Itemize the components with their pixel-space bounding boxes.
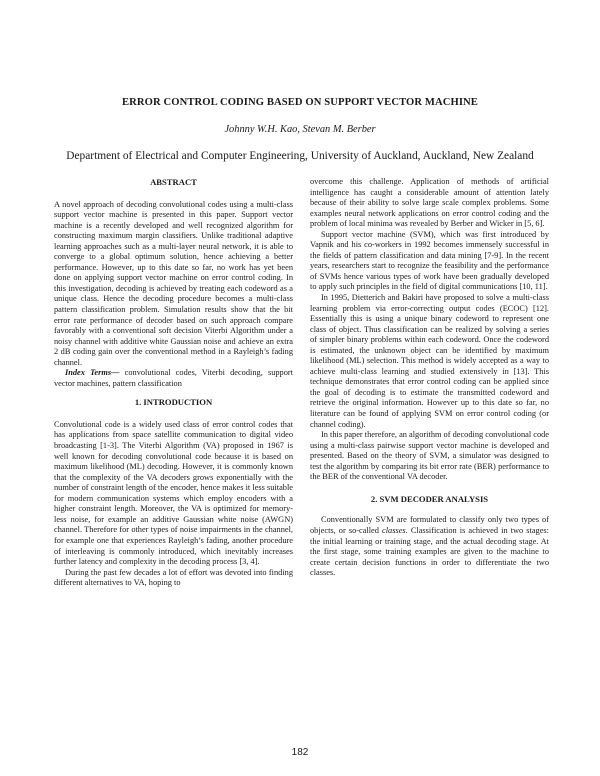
intro-paragraph-1: Convolutional code is a widely used class of error control codes that has applications from space satellite communication to digital video broadcasting [1-3]. The Viterbi Algorithm (VA) proposed in 1967 is well known for decoding convolutional code because it is based on maximum likelihood (ML) decoding. However, it is commonly known that the complexity of the VA decoders grows exponentially with the number of constraint length of the encoder, hence makes it less suitable for modern communication systems which employ encoders with a higher constraint length. Moreover, the VA is optimized for memory-less noise, for example an additive Gaussian white noise (AWGN) channel. Therefore for other types of noise impairments in the channel, for example one that experiences Rayleigh’s fading, another procedure of interleaving is commonly introduced, which inevitably increases further latency and complexity in the decoding process [3, 4]. [54, 419, 293, 567]
right-column [310, 177, 549, 579]
intro-paragraph-4: Support vector machine (SVM), which was first introduced by Vapnik and his co-workers in 1992 becomes immensely successful in the fields of pattern classification and data mining [7-9]. In the recent years, researchers start to recognize the feasibility and the performance of SVMs hence various types of work have been gradually developed to apply such principles in the field of digital communications [10, 11]. [310, 229, 549, 292]
left-column [54, 177, 293, 589]
abstract-heading: ABSTRACT [150, 177, 197, 187]
paper-affiliation: Department of Electrical and Computer Engineering, University of Auckland, Auckland, New Zealand [66, 150, 534, 162]
paper-title: ERROR CONTROL CODING BASED ON SUPPORT VECTOR MACHINE [122, 97, 478, 108]
intro-paragraph-3: overcome this challenge. Application of methods of artificial intelligence has caught a considerable amount of attention lately because of their ability to solve large scale complex problems. Some examples neural network applications on error control coding and the problem of local minima was revealed by Berber and Wicker in [5, 6]. [310, 177, 549, 229]
svm-heading: 2. SVM DECODER ANALYSIS [370, 493, 489, 504]
intro-heading: 1. INTRODUCTION [134, 397, 213, 408]
intro-paragraph-6: In this paper therefore, an algorithm of decoding convolutional code using a multi-class pairwise support vector machine is developed and presented. Based on the theory of SVM, a simulator was designed to test the algorithm by comparing its bit error rate (BER) performance to the BER of the conventional VA decoder. [310, 430, 549, 482]
svm-paragraph-1 [310, 515, 549, 578]
index-terms [54, 368, 293, 389]
index-terms-text: convolutional codes, Viterbi decoding, support vector machines, pattern classification [54, 368, 293, 388]
svm-p1-emphasis: classes [382, 525, 406, 535]
intro-paragraph-5: In 1995, Dietterich and Bakiri have proposed to solve a multi-class learning problem via error-correcting output codes (ECOC) [12]. Essentially this is using a unique binary codeword to represent one class of object. Thus classification can be realized by solving a series of simpler binary problems within each codeword. Once the codeword is estimated, the unknown object can be identified by maximum likelihood (ML) selection. This method is widely accepted as a way to achieve multi-class learning and studied extensively in [13]. This technique demonstrates that error control coding can be applied since the goal of decoding is to estimate the transmitted codeword and retrieve the original information. However up to this date so far, no literature can be found of applying SVM on error control coding (or channel coding). [310, 293, 549, 429]
intro-paragraph-2: During the past few decades a lot of effort was devoted into finding different alternatives to VA, hoping to [54, 567, 293, 588]
page-number: 182 [291, 747, 309, 758]
index-terms-label: Index Terms— [65, 368, 120, 378]
svm-p1-after: . Classification is achieved in two stages: the initial learning or training stage, and the actual decoding stage. At the first stage, some training examples are given to the machine to create certain decision functions in order to differentiate the two classes. [310, 525, 549, 578]
abstract-text: A novel approach of decoding convolutional codes using a multi-class support vector machine is presented in this paper. Support vector machine is a recently developed and well recognized algorithm for constructing maximum margin classifiers. Unlike traditional adaptive learning approaches such as a multi-layer neural network, it is able to converge to a global optimum solution, hence achieving a better performance. However, up to this date so far, no work has yet been done on applying support vector machine on error control coding. In this investigation, decoding is achieved by treating each codeword as a unique class. Hence the decoding procedure becomes a multi-class pattern classification problem. Simulation results show that the bit error rate performance of decoder based on such approach compare favorably with a conventional soft decision Viterbi Algorithm under a noisy channel with additive white Gaussian noise and achieve an extra 2 dB coding gain over the conventional method in a Rayleigh’s fading channel. [54, 199, 293, 367]
svm-p1-before: Conventionally SVM are formulated to classify only two types of objects, or so-called [310, 515, 549, 535]
paper-authors: Johnny W.H. Kao, Stevan M. Berber [224, 124, 376, 135]
